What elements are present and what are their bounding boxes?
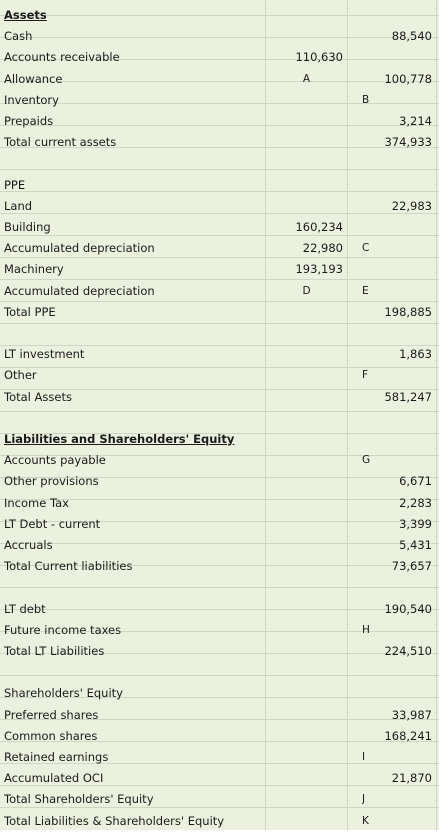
row-subtotal-cell[interactable]: D xyxy=(302,285,311,297)
row-label[interactable]: Income Tax xyxy=(4,496,69,510)
row-amount-cell[interactable]: 1,863 xyxy=(399,347,432,361)
row-subtotal-cell[interactable] xyxy=(266,302,347,323)
row-subtotal-cell[interactable] xyxy=(266,408,347,429)
row-label[interactable]: Retained earnings xyxy=(4,750,109,764)
row-amount-cell[interactable]: 3,214 xyxy=(399,114,432,128)
row-amount-cell[interactable] xyxy=(348,662,435,683)
row-subtotal-cell[interactable] xyxy=(266,26,347,47)
row-label[interactable] xyxy=(4,153,264,174)
row-subtotal-cell[interactable]: A xyxy=(302,73,311,85)
row-subtotal-cell[interactable] xyxy=(266,5,347,26)
row-amount-cell[interactable] xyxy=(348,175,435,196)
row-amount-cell[interactable]: K xyxy=(362,815,369,827)
row-label[interactable]: Total LT Liabilities xyxy=(4,644,105,658)
row-amount-cell[interactable]: H xyxy=(362,624,370,636)
row-amount-cell[interactable] xyxy=(348,577,435,598)
row-subtotal-cell[interactable] xyxy=(266,599,347,620)
row-label[interactable]: Accumulated OCI xyxy=(4,771,104,785)
row-subtotal-cell[interactable] xyxy=(266,153,347,174)
row-subtotal-cell[interactable]: 160,234 xyxy=(295,220,343,234)
row-label[interactable]: Liabilities and Shareholders' Equity xyxy=(4,432,235,446)
row-amount-cell[interactable]: 374,933 xyxy=(384,135,432,149)
row-subtotal-cell[interactable] xyxy=(266,90,347,111)
row-amount-cell[interactable] xyxy=(348,323,435,344)
row-amount-cell[interactable]: 198,885 xyxy=(384,305,432,319)
row-label[interactable]: Total PPE xyxy=(4,305,56,319)
row-subtotal-cell[interactable] xyxy=(266,196,347,217)
row-label[interactable]: Assets xyxy=(4,8,47,22)
row-label[interactable]: Accruals xyxy=(4,538,53,552)
row-amount-cell[interactable]: 581,247 xyxy=(384,390,432,404)
row-subtotal-cell[interactable]: 22,980 xyxy=(302,241,343,255)
row-label[interactable]: LT investment xyxy=(4,347,85,361)
row-label[interactable]: Other xyxy=(4,368,37,382)
row-amount-cell[interactable]: 3,399 xyxy=(399,517,432,531)
row-label[interactable]: Inventory xyxy=(4,93,59,107)
row-subtotal-cell[interactable] xyxy=(266,493,347,514)
row-subtotal-cell[interactable]: 193,193 xyxy=(295,262,343,276)
row-amount-cell[interactable] xyxy=(348,408,435,429)
row-label[interactable]: Total Assets xyxy=(4,390,72,404)
row-amount-cell[interactable]: I xyxy=(362,751,366,763)
row-label[interactable]: Land xyxy=(4,199,33,213)
row-label[interactable] xyxy=(4,577,264,598)
row-subtotal-cell[interactable] xyxy=(266,323,347,344)
row-amount-cell[interactable]: 5,431 xyxy=(399,538,432,552)
row-label[interactable] xyxy=(4,662,264,683)
row-subtotal-cell[interactable] xyxy=(266,450,347,471)
row-amount-cell[interactable]: C xyxy=(362,242,370,254)
row-label[interactable]: Cash xyxy=(4,29,33,43)
row-subtotal-cell[interactable] xyxy=(266,768,347,789)
row-subtotal-cell[interactable] xyxy=(266,365,347,386)
row-label[interactable]: Building xyxy=(4,220,51,234)
row-subtotal-cell[interactable] xyxy=(266,429,347,450)
row-label[interactable]: Total Shareholders' Equity xyxy=(4,792,154,806)
row-label[interactable]: Other provisions xyxy=(4,474,99,488)
row-subtotal-cell[interactable] xyxy=(266,556,347,577)
row-amount-cell[interactable]: 190,540 xyxy=(384,602,432,616)
row-label[interactable]: Shareholders' Equity xyxy=(4,686,123,700)
row-label[interactable] xyxy=(4,323,264,344)
row-label[interactable]: LT debt xyxy=(4,602,46,616)
row-amount-cell[interactable]: 88,540 xyxy=(391,29,432,43)
row-subtotal-cell[interactable] xyxy=(266,387,347,408)
row-subtotal-cell[interactable] xyxy=(266,577,347,598)
row-subtotal-cell[interactable] xyxy=(266,535,347,556)
row-amount-cell[interactable]: F xyxy=(362,369,369,381)
row-subtotal-cell[interactable] xyxy=(266,514,347,535)
row-label[interactable] xyxy=(4,408,264,429)
row-subtotal-cell[interactable] xyxy=(266,111,347,132)
row-amount-cell[interactable] xyxy=(348,5,435,26)
row-label[interactable]: Accounts payable xyxy=(4,453,106,467)
row-subtotal-cell[interactable] xyxy=(266,726,347,747)
row-label[interactable]: Total current assets xyxy=(4,135,117,149)
row-amount-cell[interactable]: 100,778 xyxy=(384,72,432,86)
row-amount-cell[interactable]: 21,870 xyxy=(391,771,432,785)
row-subtotal-cell[interactable] xyxy=(266,705,347,726)
row-subtotal-cell[interactable] xyxy=(266,344,347,365)
column-divider-right xyxy=(436,0,437,830)
row-amount-cell[interactable]: 224,510 xyxy=(384,644,432,658)
row-amount-cell[interactable] xyxy=(348,153,435,174)
row-amount-cell[interactable]: 73,657 xyxy=(391,559,432,573)
row-label[interactable]: Common shares xyxy=(4,729,98,743)
row-label[interactable]: Accumulated depreciation xyxy=(4,284,155,298)
row-label[interactable]: Total Liabilities & Shareholders' Equity xyxy=(4,814,225,828)
row-subtotal-cell[interactable] xyxy=(266,641,347,662)
row-label[interactable]: Prepaids xyxy=(4,114,54,128)
row-label[interactable]: Accumulated depreciation xyxy=(4,241,155,255)
row-label[interactable]: LT Debt - current xyxy=(4,517,101,531)
row-amount-cell[interactable] xyxy=(348,217,435,238)
row-amount-cell[interactable] xyxy=(348,683,435,704)
row-label[interactable]: Machinery xyxy=(4,262,64,276)
row-amount-cell[interactable]: 168,241 xyxy=(384,729,432,743)
row-subtotal-cell[interactable] xyxy=(266,683,347,704)
row-amount-cell[interactable] xyxy=(348,429,435,450)
row-subtotal-cell[interactable] xyxy=(266,471,347,492)
row-amount-cell[interactable]: J xyxy=(362,793,366,805)
row-label[interactable]: Accounts receivable xyxy=(4,50,120,64)
row-subtotal-cell[interactable] xyxy=(266,132,347,153)
row-label[interactable]: Preferred shares xyxy=(4,708,99,722)
row-subtotal-cell[interactable] xyxy=(266,620,347,641)
row-label[interactable]: PPE xyxy=(4,178,26,192)
row-label[interactable]: Total Current liabilities xyxy=(4,559,133,573)
row-subtotal-cell[interactable]: 110,630 xyxy=(295,50,343,64)
row-amount-cell[interactable]: E xyxy=(362,285,369,297)
row-amount-cell[interactable]: G xyxy=(362,454,371,466)
row-amount-cell[interactable]: 33,987 xyxy=(391,708,432,722)
row-label[interactable]: Future income taxes xyxy=(4,623,122,637)
row-amount-cell[interactable]: 22,983 xyxy=(391,199,432,213)
row-amount-cell[interactable]: 2,283 xyxy=(399,496,432,510)
row-amount-cell[interactable]: B xyxy=(362,94,370,106)
row-subtotal-cell[interactable] xyxy=(266,747,347,768)
row-subtotal-cell[interactable] xyxy=(266,662,347,683)
row-label[interactable]: Allowance xyxy=(4,72,63,86)
row-subtotal-cell[interactable] xyxy=(266,811,347,832)
row-amount-cell[interactable] xyxy=(348,259,435,280)
row-amount-cell[interactable]: 6,671 xyxy=(399,474,432,488)
row-amount-cell[interactable] xyxy=(348,47,435,68)
row-subtotal-cell[interactable] xyxy=(266,175,347,196)
row-subtotal-cell[interactable] xyxy=(266,789,347,810)
